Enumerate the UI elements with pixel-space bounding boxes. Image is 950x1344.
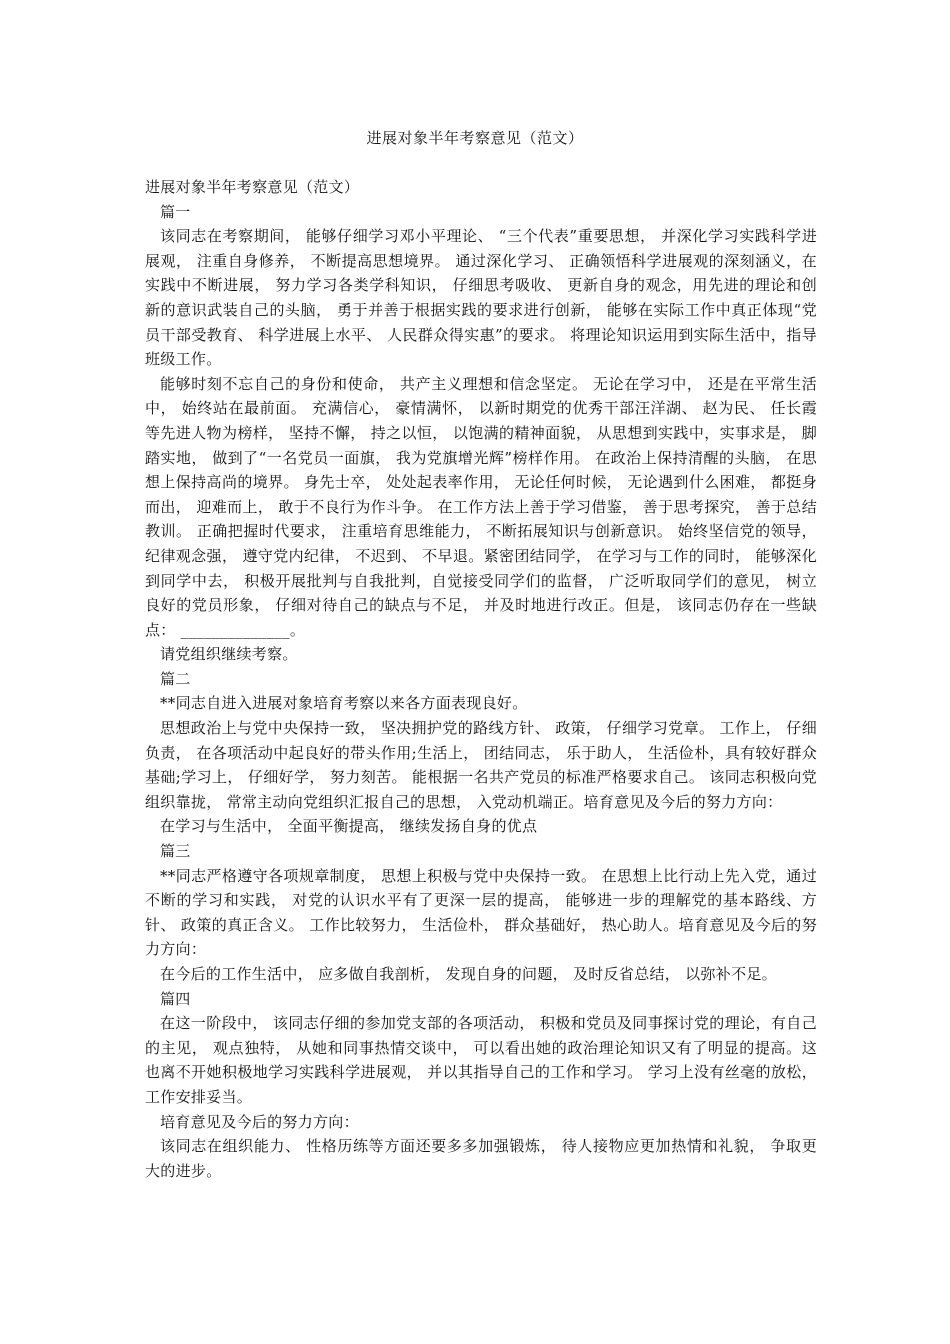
paragraph: **同志自进入进展对象培育考察以来各方面表现良好。 (160, 694, 528, 713)
paragraph: 该同志在考察期间， 能够仔细学习邓小平理论、 “三个代表”重要思想， 并深化学习实践科学进展观， 注重自身修养， 不断提高思想境界。 通过深化学习、 正确领悟科学进展观的深刻涵义，在实践中不断进展， 努力学习各类学科知识， 仔细思考吸收、 更新自身的观念，用先进的理论和创新的意识武装自己的头脑， 勇于并善于根据实践的要求进行创新， 能够在实际工作中真正体现“党员干部受教育、 科学进展上水平、 人民群众得实惠”的要求。 将理论知识运用到实际生活中，指导班级工作。 (145, 227, 817, 369)
paragraph: 思想政治上与党中央保持一致， 坚决拥护党的路线方针、 政策， 仔细学习党章。 工作上， 仔细负责， 在各项活动中起良好的带头作用;生活上， 团结同志， 乐于助人， 生活俭朴，具有较好群众基础;学习上， 仔细好学， 努力刻苦。 能根据一名共产党员的标准严格要求自己。 该同志积极向党组织靠拢， 常常主动向党组织汇报自己的思想， 入党动机端正。培育意见及今后的努力方向： (145, 719, 817, 811)
document-title: 进展对象半年考察意见（范文） (366, 129, 584, 147)
document-heading: 进展对象半年考察意见（范文） (145, 178, 360, 196)
section-label: 篇三 (160, 842, 191, 861)
paragraph: **同志严格遵守各项规章制度， 思想上积极与党中央保持一致。 在思想上比行动上先入党，通过不断的学习和实践， 对党的认识水平有了更深一层的提高， 能够进一步的理解党的基本路线、方针、 政策的真正含义。 工作比较努力， 生活俭朴， 群众基础好， 热心助人。培育意见及今后的努力方向： (145, 866, 817, 959)
section-label: 篇一 (160, 202, 191, 221)
paragraph: 在这一阶段中， 该同志仔细的参加党支部的各项活动， 积极和党员及同事探讨党的理论，有自己的主见， 观点独特， 从她和同事热情交谈中， 可以看出她的政治理论知识又有了明显的提高。这也离不开她积极地学习实践科学进展观， 并以其指导自己的工作和学习。 学习上没有丝毫的放松， 工作安排妥当。 (145, 1014, 817, 1106)
section-label: 篇二 (160, 669, 191, 688)
section-label: 篇四 (160, 989, 191, 1008)
paragraph: 能够时刻不忘自己的身份和使命， 共产主义理想和信念坚定。 无论在学习中， 还是在平常生活中， 始终站在最前面。 充满信心， 豪情满怀， 以新时期党的优秀干部汪洋湖、 赵为民、 任长霞等先进人物为榜样， 坚持不懈， 持之以恒， 以饱满的精神面貌， 从思想到实践中，实事求是， 脚踏实地， 做到了“一名党员一面旗， 我为党旗增光辉”榜样作用。 在政治上保持清醒的头脑， 在思想上保持高尚的境界。 身先士卒， 处处起表率作用， 无论任何时候， 无论遇到什么困难， 都挺身而出， 迎难而上， 敢于不良行为作斗争。 在工作方法上善于学习借鉴， 善于思考探究， 善于总结教训。 正确把握时代要求， 注重培育思维能力， 不断拓展知识与创新意识。 始终坚信党的领导，纪律观念强， 遵守党内纪律， 不迟到、 不早退。紧密团结同学， 在学习与工作的同时， 能够深化到同学中去， 积极开展批判与自我批判，自觉接受同学们的监督， 广泛听取同学们的意见， 树立良好的党员形象， 仔细对待自己的缺点与不足， 并及时地进行改正。但是， 该同志仍存在一些缺点： ______________。 (145, 374, 817, 639)
paragraph: 在学习与生活中， 全面平衡提高， 继续发扬自身的优点 (160, 817, 538, 836)
paragraph: 该同志在组织能力、 性格历练等方面还要多多加强锻炼， 待人接物应更加热情和礼貌， 争取更大的进步。 (145, 1137, 817, 1180)
paragraph: 在今后的工作生活中， 应多做自我剖析， 发现自身的问题， 及时反省总结， 以弥补不足。 (160, 965, 777, 983)
paragraph: 培育意见及今后的努力方向： (160, 1112, 359, 1131)
paragraph: 请党组织继续考察。 (160, 645, 298, 664)
document-body (145, 175, 817, 1183)
